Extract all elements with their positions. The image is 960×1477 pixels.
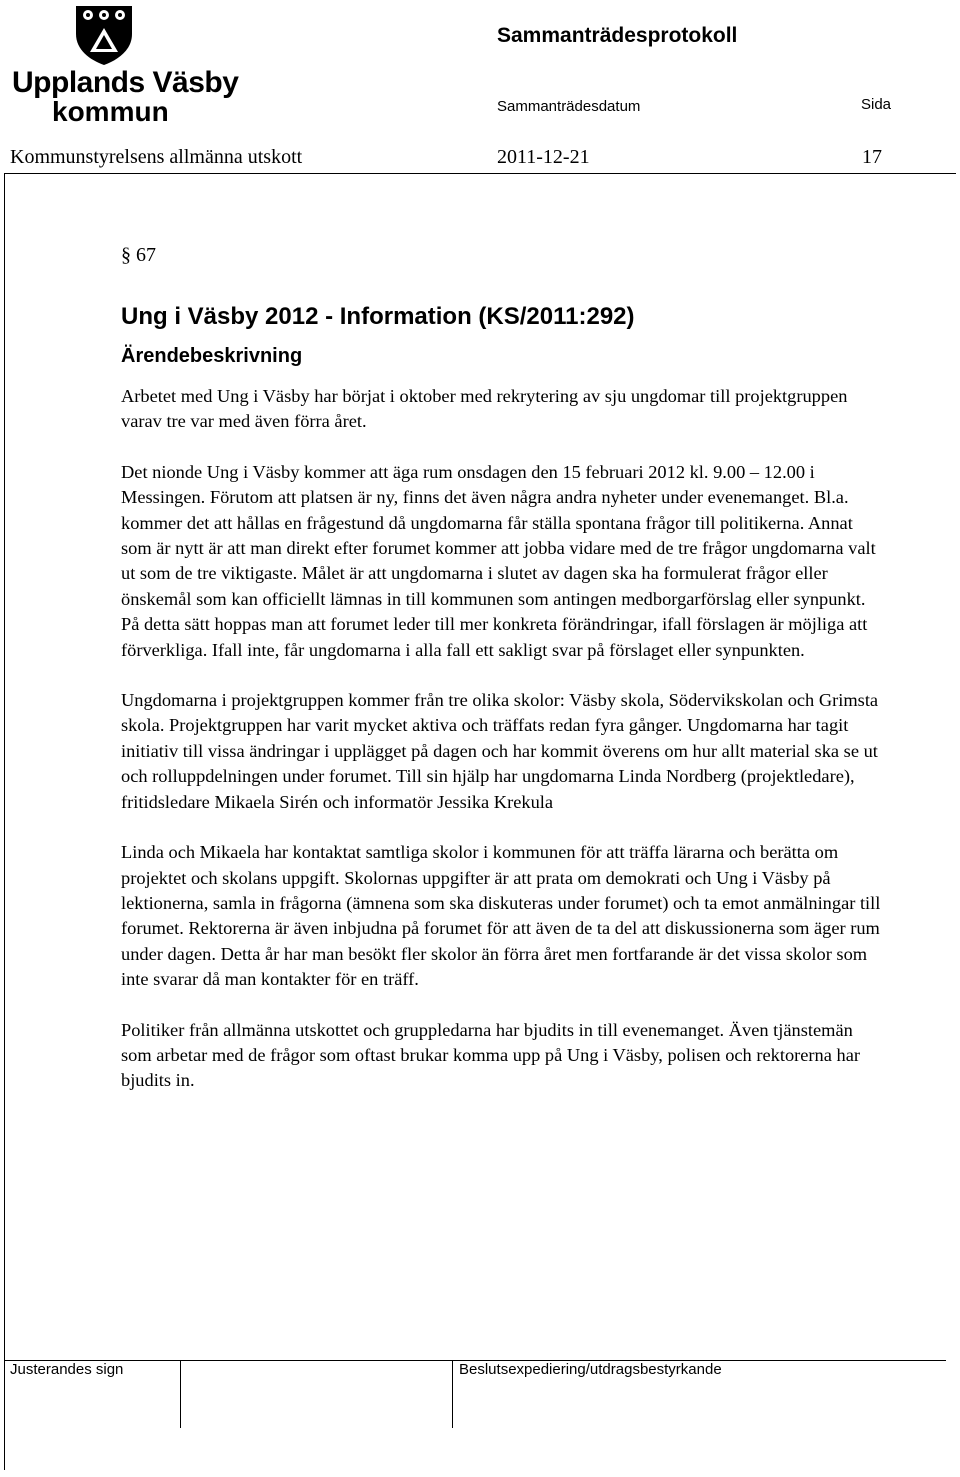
committee-name: Kommunstyrelsens allmänna utskott bbox=[10, 146, 303, 168]
page-label: Sida bbox=[861, 96, 892, 113]
body-paragraph: Linda och Mikaela har kontaktat samtliga skolor i kommunen för att träffa lärarna och berätta om projektet och skolans uppgift. Skolornas uppgifter är att prata om demokrati och Ung i Väsby på lektionerna, samla in frågorna (ämnena som ska diskuteras under forumet) och ta emot anmälningar till forumet. Rektorerna är även inbjudna på forumet för att även de ta del att diskussionerna som äger rum under dagen. Detta år har man besökt fler skolor än förra året men fortfarande är det vissa skolor som inte svarar då man kontakter för en träff. bbox=[121, 842, 881, 990]
logo-text-line2: kommun bbox=[52, 96, 169, 127]
coat-of-arms-icon bbox=[74, 4, 134, 66]
body-paragraph: Ungdomarna i projektgruppen kommer från tre olika skolor: Väsby skola, Södervikskolan och Grimsta skola. Projektgruppen har varit mycket aktiva och träffats redan fyra gånger. Ungdomarna har tagit initiativ till vissa ändringar i upplägget på dagen och har kommit överens om hur allt material ska se ut och rolluppdelningen under forumet. Till sin hjälp har ungdomarna Linda Nordberg (projektledare), fritidsledare Mikaela Sirén och informatör Jessika Krekula bbox=[121, 690, 879, 812]
expedition-box-divider bbox=[452, 1360, 453, 1428]
case-title: Ung i Väsby 2012 - Information (KS/2011:292) bbox=[121, 303, 635, 330]
meeting-date-label: Sammanträdesdatum bbox=[497, 98, 641, 115]
municipality-logo bbox=[8, 4, 239, 127]
page-number: 17 bbox=[862, 146, 882, 168]
left-margin-line bbox=[4, 173, 5, 1361]
footer-left-line bbox=[4, 1360, 5, 1470]
body-paragraph: Arbetet med Ung i Väsby har börjat i oktober med rekrytering av sju ungdomar till projektgruppen varav tre var med även förra året. bbox=[121, 386, 848, 432]
body-paragraph: Politiker från allmänna utskottet och gruppledarna har bjudits in till evenemanget. Även tjänstemän som arbetar med de frågor som oftast brukar komma upp på Ung i Väsby, polisen och rektorerna har bjudits in. bbox=[121, 1019, 860, 1091]
section-number: § 67 bbox=[121, 244, 156, 266]
signature-label: Justerandes sign bbox=[10, 1361, 124, 1378]
body-paragraph: Det nionde Ung i Väsby kommer att äga rum onsdagen den 15 februari 2012 kl. 9.00 – 12.00 i Messingen. Förutom att platsen är ny, finns det även några andra nyheter under evenemanget. Bl.a. kommer det att hållas en frågestund då ungdomarna får ställa spontana frågor till politikerna. Annat som är nytt är att man direkt efter forumet kommer att jobba vidare med de tre frågor ungdomarna valt ut som de tre viktigaste. Målet är att ungdomarna i slutet av dagen ska ha formulerat frågor eller önskemål som kan officiellt lämnas in till kommunen som antingen medborgarförslag eller synpunkt. På detta sätt hoppas man att forumet leder till mer konkreta förändringar, ifall förslagen är möjliga att förverkliga. Ifall inte, får ungdomarna i alla fall ett sakligt svar på förslaget eller synpunkten. bbox=[121, 461, 876, 660]
header-divider bbox=[4, 173, 956, 174]
expedition-label: Beslutsexpediering/utdragsbestyrkande bbox=[459, 1361, 722, 1378]
signature-box-divider bbox=[180, 1360, 181, 1428]
section-subheading: Ärendebeskrivning bbox=[121, 345, 303, 367]
meeting-date: 2011-12-21 bbox=[497, 146, 590, 168]
protocol-body bbox=[121, 244, 881, 1119]
document-type: Sammanträdesprotokoll bbox=[497, 24, 738, 47]
logo-text-line1: Upplands Väsby bbox=[12, 66, 239, 99]
